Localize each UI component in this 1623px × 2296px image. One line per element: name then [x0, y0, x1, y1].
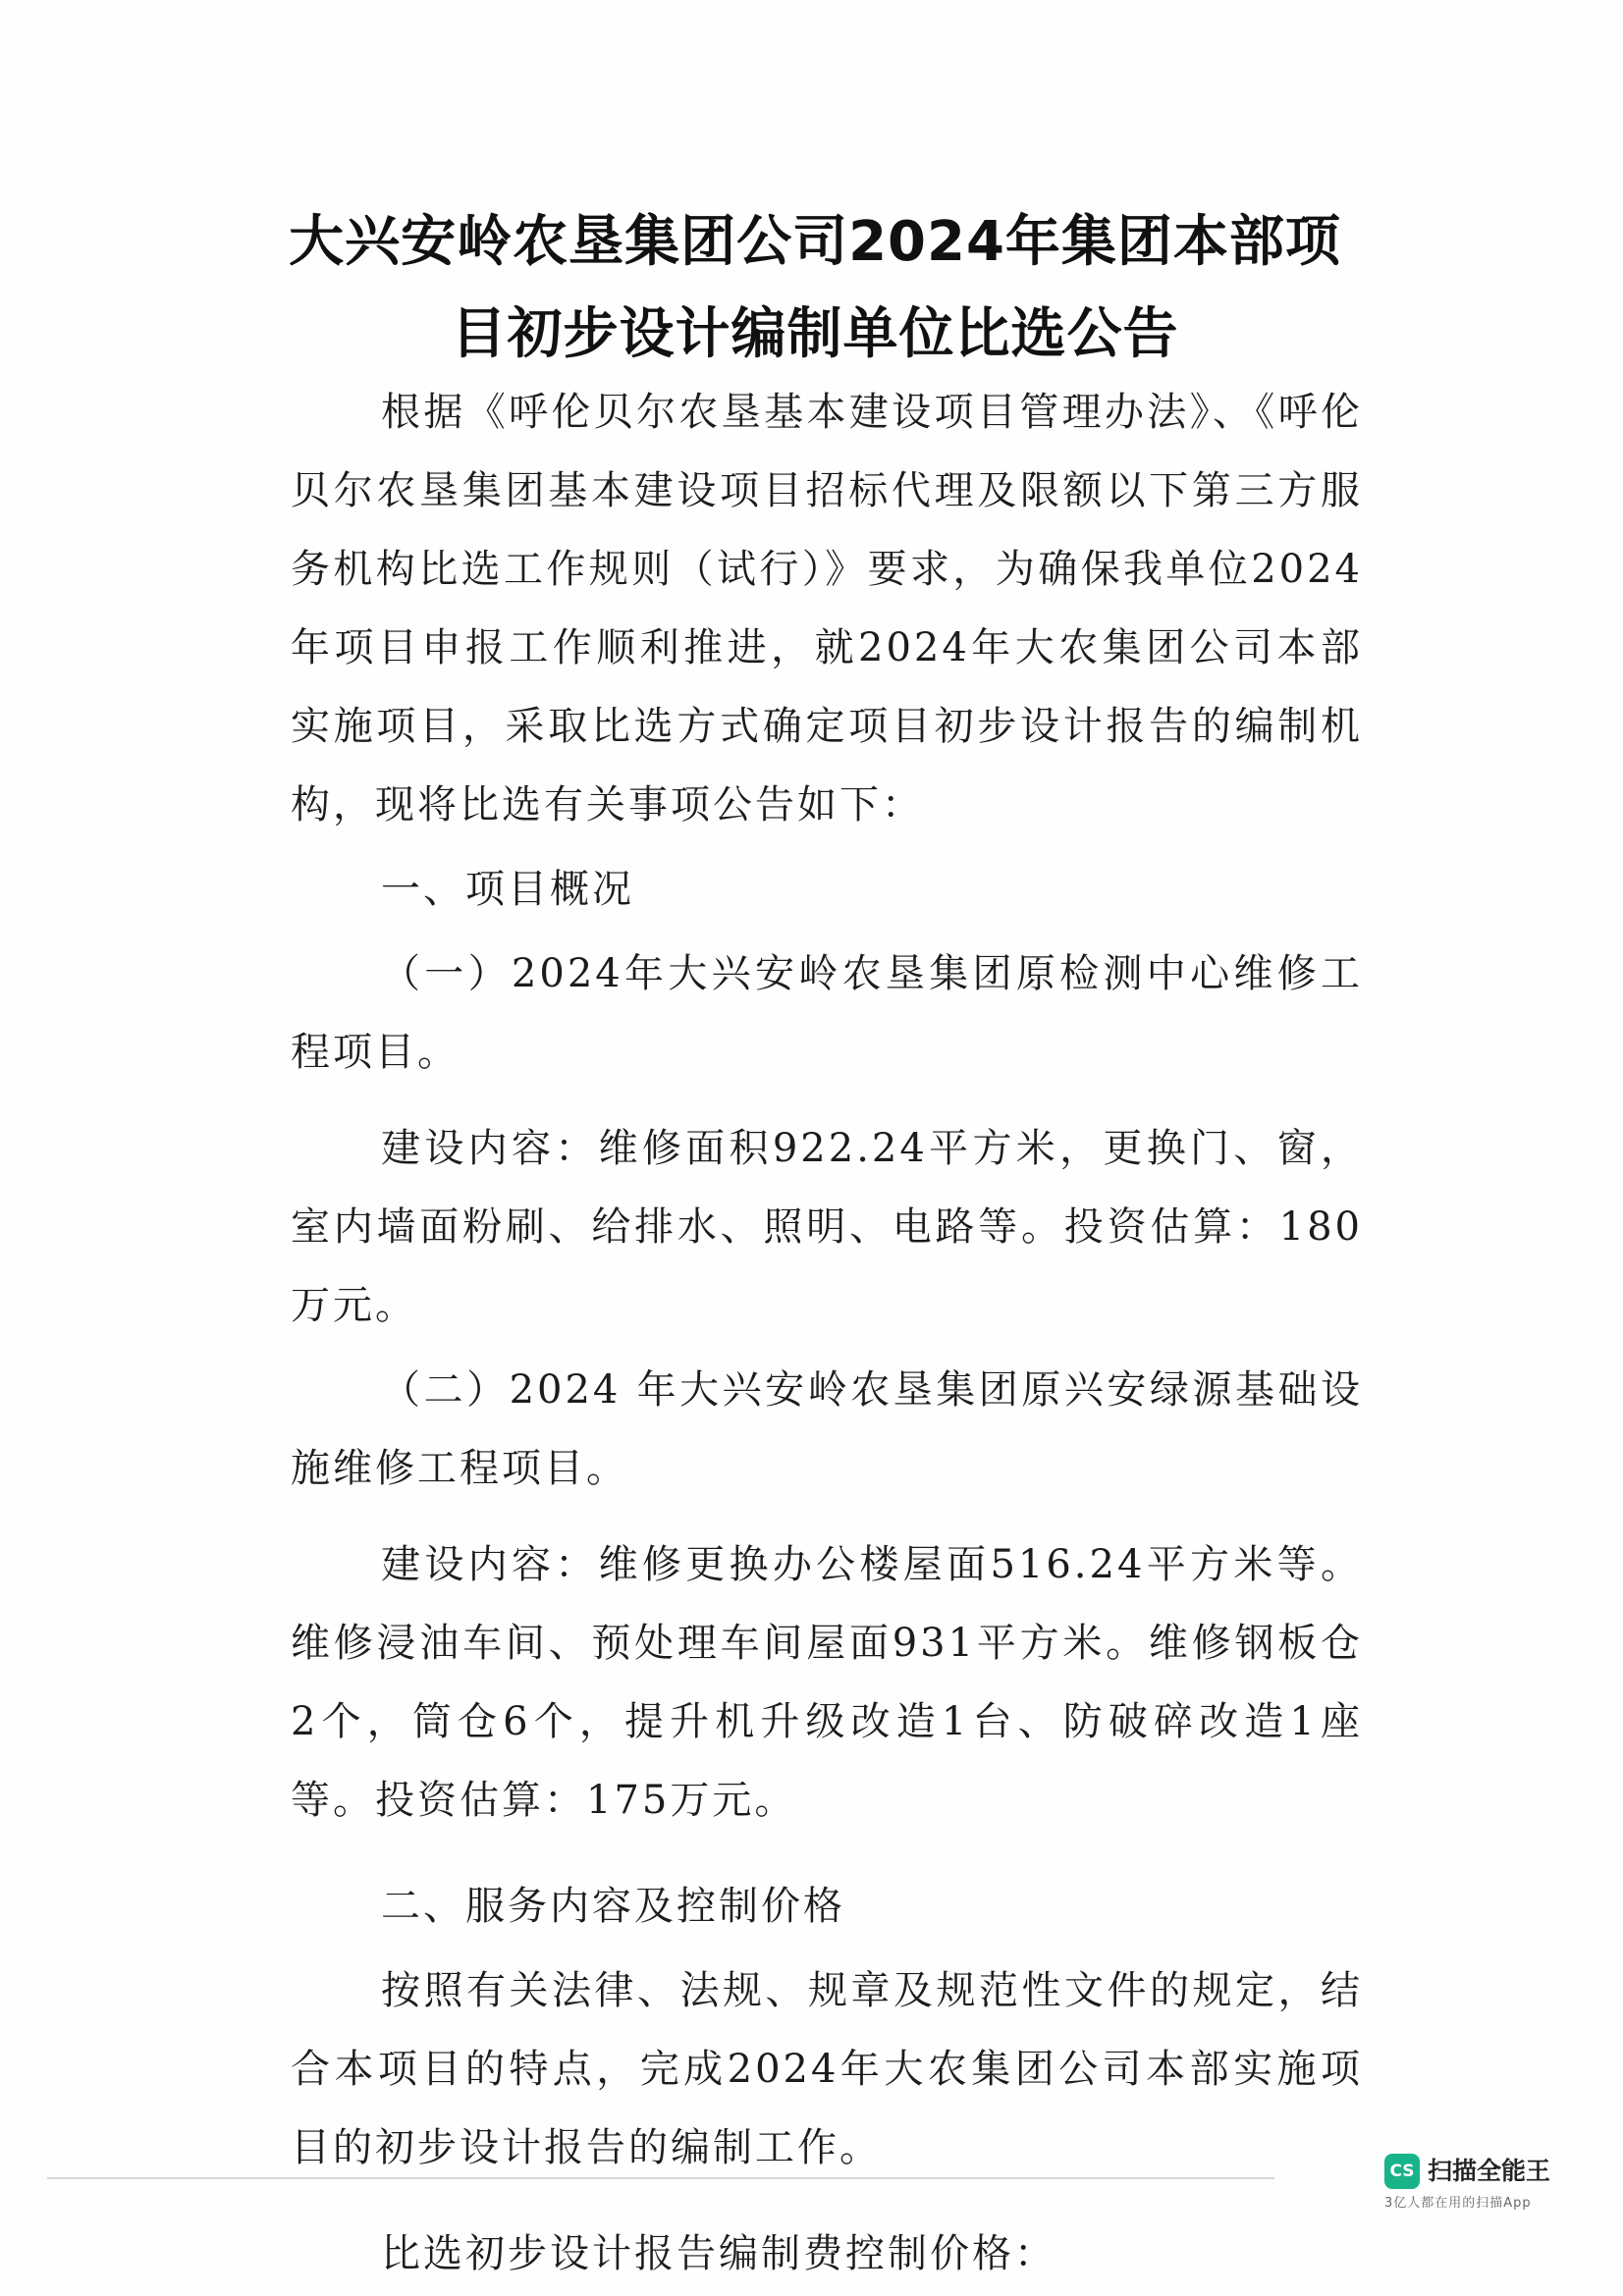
- scanner-watermark: [1384, 2154, 1571, 2216]
- service-content-paragraph: 按照有关法律、法规、规章及规范性文件的规定，结合本项目的特点，完成2024年大农集团公司本部实施项目的初步设计报告的编制工作。: [291, 1968, 1363, 2170]
- document-body: [291, 373, 1363, 2293]
- section-heading-project-overview: 一、项目概况: [381, 867, 634, 912]
- watermark-tagline: 3亿人都在用的扫描App: [1384, 2196, 1532, 2211]
- control-price-label: 比选初步设计报告编制费控制价格：: [381, 2231, 1056, 2276]
- watermark-app-name: 扫描全能王: [1428, 2157, 1551, 2185]
- section-heading-service-content: 二、服务内容及控制价格: [381, 1884, 845, 1929]
- title-line-2: 目初步设计编制单位比选公告: [451, 302, 1179, 366]
- project-2-title: （二）2024 年大兴安岭农垦集团原兴安绿源基础设施维修工程项目。: [291, 1367, 1363, 1491]
- footer-divider: [47, 2177, 1274, 2179]
- project-2-content: 建设内容：维修更换办公楼屋面516.24平方米等。维修浸油车间、预处理车间屋面931平方米。维修钢板仓2个，筒仓6个，提升机升级改造1台、防破碎改造1座等。投资估算：175万元。: [291, 1542, 1363, 1823]
- project-1-content: 建设内容：维修面积922.24平方米，更换门、窗，室内墙面粉刷、给排水、照明、电路等。投资估算：180万元。: [291, 1126, 1363, 1328]
- document-title: [196, 196, 1434, 381]
- intro-paragraph: 根据《呼伦贝尔农垦基本建设项目管理办法》、《呼伦贝尔农垦集团基本建设项目招标代理及限额以下第三方服务机构比选工作规则（试行）》要求，为确保我单位2024年项目申报工作顺利推进，就2024年大农集团公司本部实施项目，采取比选方式确定项目初步设计报告的编制机构，现将比选有关事项公告如下：: [291, 390, 1363, 828]
- camscanner-logo-icon: CS: [1384, 2154, 1420, 2189]
- project-1-title: （一）2024年大兴安岭农垦集团原检测中心维修工程项目。: [291, 951, 1363, 1075]
- title-line-1: 大兴安岭农垦集团公司2024年集团本部项: [289, 210, 1341, 274]
